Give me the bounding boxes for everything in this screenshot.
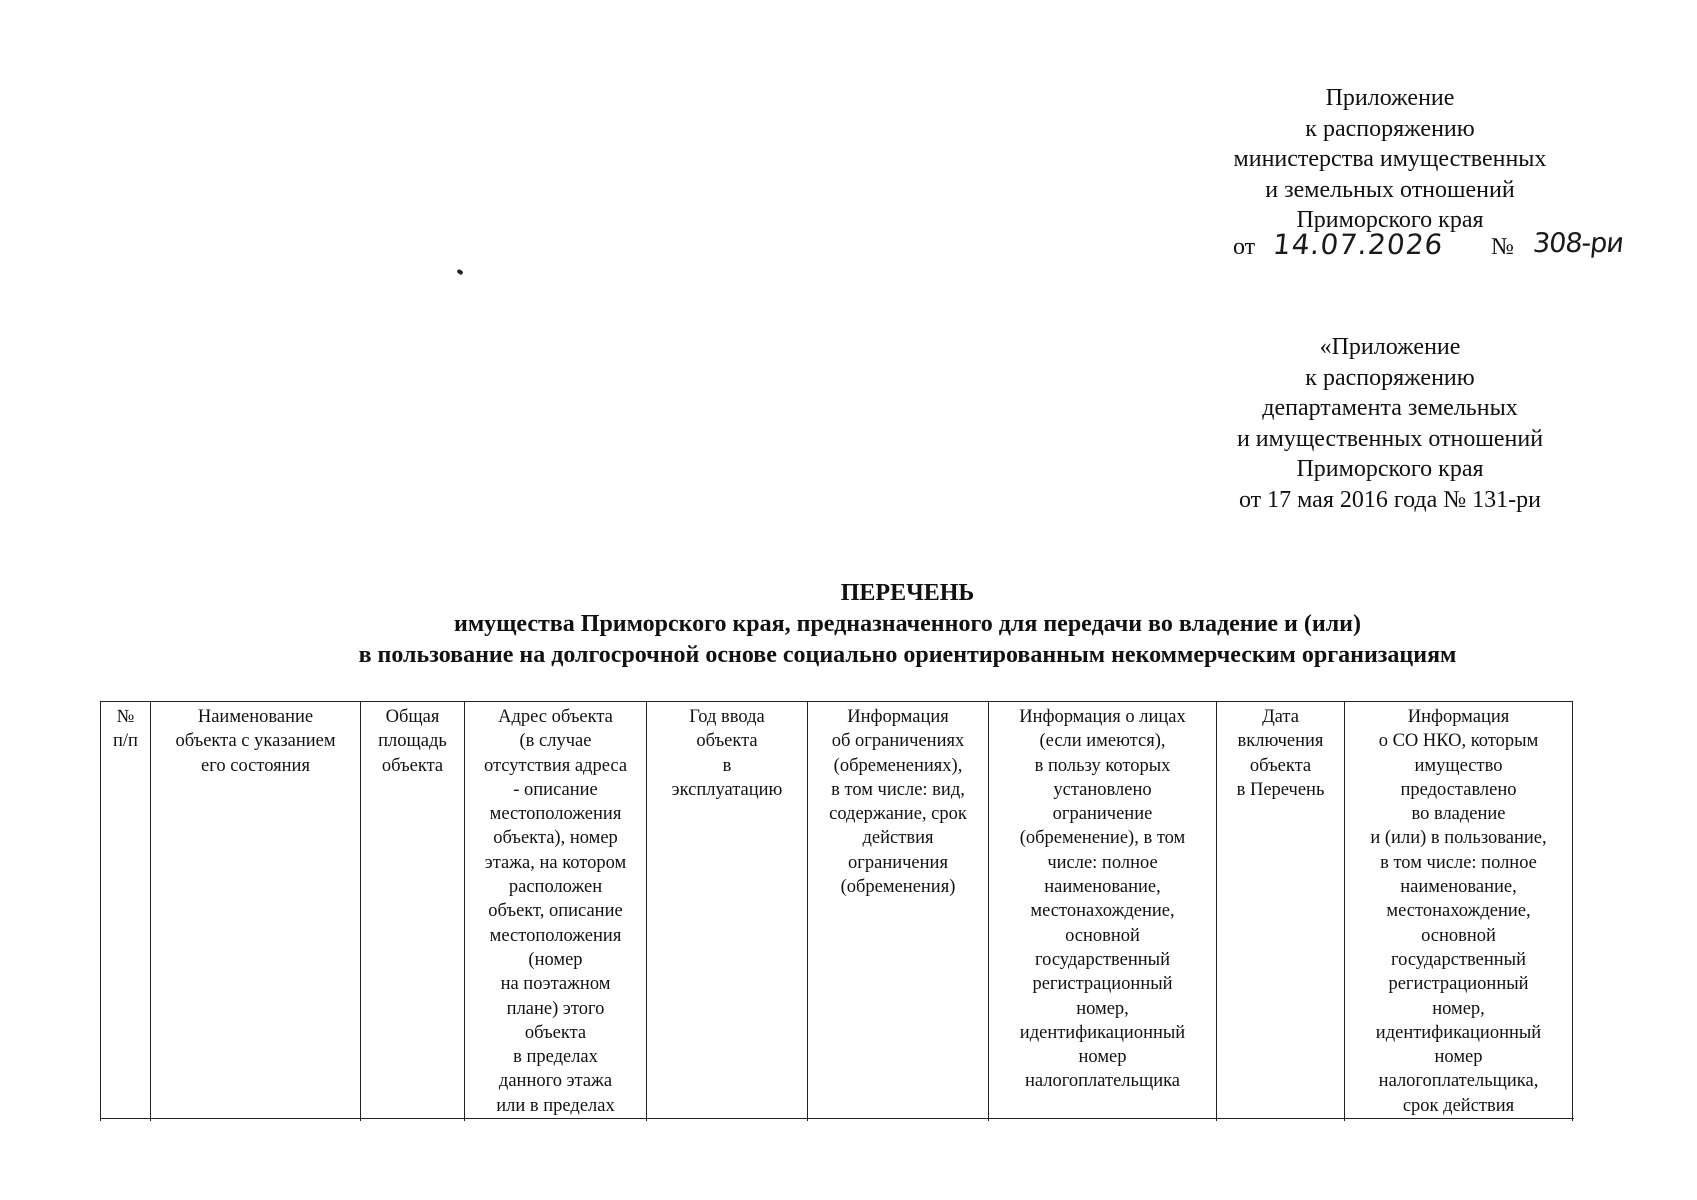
stamp-line: Приморского края [1296, 456, 1484, 482]
stamp-line: Приморского края [1296, 207, 1484, 233]
title-heading: ПЕРЕЧЕНЬ [840, 580, 975, 606]
header-encumbrances: Информация об ограничениях (обременениях), в том числе: вид, содержание, срок действия ограничения (обременения) [808, 702, 989, 1122]
handwritten-date: 14.07.2026 [1271, 228, 1446, 261]
table-header-row [101, 702, 1573, 1122]
stamp-line: Приложение [1325, 85, 1455, 111]
date-prefix: от [1233, 234, 1256, 260]
appendix-stamp-original [1195, 332, 1585, 515]
stamp-line: от 17 мая 2016 года № 131-ри [1238, 486, 1542, 513]
title-line: в пользование на долгосрочной основе социально ориентированным некоммерческим организациям [358, 642, 1457, 668]
stamp-line: и имущественных отношений [1236, 425, 1544, 452]
header-nko-info: Информация о СО НКО, которым имущество предоставлено во владение и (или) в пользование, в том числе: полное наименование, местонахождение, основной государственный регистрационный номер, идентификационный номер налогоплательщика, срок действия [1345, 702, 1573, 1122]
stamp-line: министерства имущественных [1233, 146, 1547, 172]
table-bottom-rule [100, 1118, 1574, 1119]
property-registry-table [100, 701, 1573, 1121]
header-address: Адрес объекта (в случае отсутствия адреса - описание местоположения объекта), номер этажа, на котором расположен объект, описание местоположения (номер на поэтажном плане) этого объекта в пределах данного этажа или в пределах [465, 702, 647, 1122]
number-prefix: № [1491, 234, 1514, 260]
stamp-line: и земельных отношений [1265, 176, 1515, 203]
appendix-stamp-current [1210, 83, 1570, 236]
header-number: № п/п [101, 702, 151, 1122]
document-title [180, 578, 1635, 671]
scan-speck [456, 269, 463, 276]
order-date-line [1233, 228, 1653, 264]
title-line: имущества Приморского края, предназначенного для передачи во владение и (или) [453, 611, 1361, 637]
header-object-name: Наименование объекта с указанием его состояния [151, 702, 361, 1122]
handwritten-order-number: 308-ри [1531, 228, 1625, 259]
header-commissioning-year: Год ввода объекта в эксплуатацию [647, 702, 808, 1122]
stamp-line: к распоряжению [1305, 364, 1475, 391]
stamp-line: к распоряжению [1305, 115, 1475, 142]
header-encumbrance-holders: Информация о лицах (если имеются), в пользу которых установлено ограничение (обременение), в том числе: полное наименование, местонахождение, основной государственный регистрационный номер, идентификационный номер налогоплательщика [989, 702, 1217, 1122]
header-total-area: Общая площадь объекта [361, 702, 465, 1122]
stamp-line: «Приложение [1319, 334, 1461, 360]
stamp-line: департамента земельных [1262, 395, 1518, 421]
header-inclusion-date: Дата включения объекта в Перечень [1217, 702, 1345, 1122]
